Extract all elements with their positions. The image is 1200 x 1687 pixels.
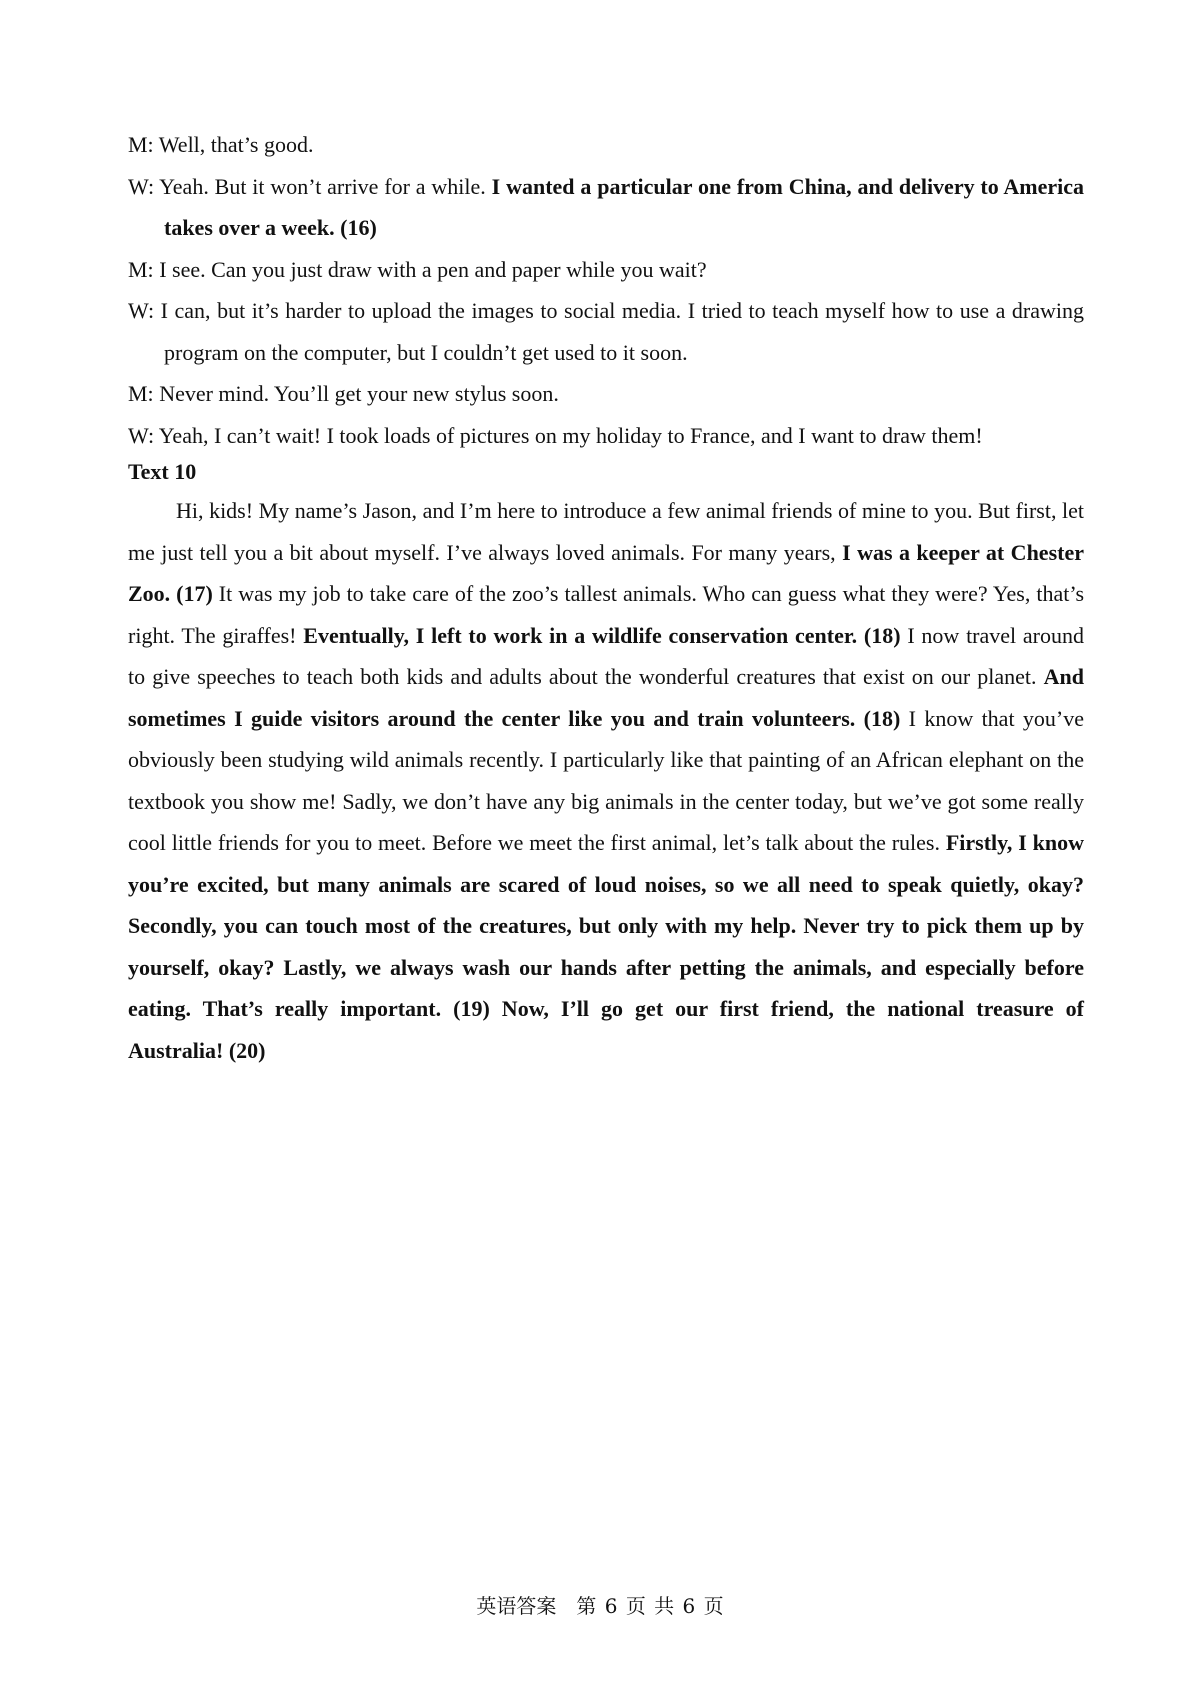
text10-answer-bold: Firstly, I know you’re excited, but many animals are scared of loud noises, so we all need to speak quietly, okay? Secondly, you can touch most of the creatures, but only with my help. Never try to pick them up by yourself, okay? Lastly, we always wash our hands after petting the animals, and especially before eating. That’s really important. (19) Now, I’ll go get our first friend, the national treasure of Australia! (20)	[128, 830, 1084, 1063]
dialogue-line	[128, 290, 1084, 373]
speaker-label: W:	[128, 173, 155, 199]
text10-segment: I now travel around to give speeches to teach both kids and adults about the wonderful creatures that exist on our planet.	[128, 622, 1085, 689]
speaker-label: W:	[128, 298, 155, 323]
text10-segment: I know that you’ve obviously been studying wild animals recently. I particularly like that painting of an African elephant on the textbook you show me! Sadly, we don’t have any big animals in the center today, but we’ve got some really cool little friends for you to meet. Before we meet the first animal, let’s talk about the rules.	[128, 705, 1085, 855]
dialogue-line	[128, 249, 1084, 291]
text10-segment: It was my job to take care of the zoo’s tallest animals. Who can guess what they were? Yes, that’s right. The giraffes!	[128, 581, 1085, 648]
text10-answer-bold: I was a keeper at Chester Zoo. (17)	[128, 539, 1084, 606]
speaker-label: W:	[128, 422, 155, 448]
dialogue-text: Yeah. But it won’t arrive for a while.	[159, 173, 486, 199]
dialogue-line	[128, 166, 1084, 249]
text10-paragraph	[128, 490, 1084, 1071]
dialogue-transcript	[128, 124, 1084, 456]
section-heading-text10: Text 10	[128, 459, 197, 484]
dialogue-text: I can, but it’s harder to upload the images to social media. I tried to teach myself how to use a drawing program on the computer, but I couldn’t get used to it soon.	[160, 298, 1084, 365]
dialogue-text: Yeah, I can’t wait! I took loads of pictures on my holiday to France, and I want to draw them!	[158, 422, 983, 448]
dialogue-line	[128, 124, 1084, 166]
speaker-label: M:	[128, 256, 154, 282]
dialogue-text: Well, that’s good.	[158, 132, 314, 157]
dialogue-answer-bold: I wanted a particular one from China, and delivery to America takes over a week. (16)	[164, 173, 1085, 240]
page-footer: 英语答案 第 6 页 共 6 页	[476, 1594, 724, 1618]
dialogue-line	[128, 373, 1084, 415]
dialogue-line	[128, 415, 1084, 457]
dialogue-text: I see. Can you just draw with a pen and paper while you wait?	[159, 256, 707, 282]
dialogue-text: Never mind. You’ll get your new stylus soon.	[159, 381, 559, 406]
document-page	[128, 124, 1084, 1071]
speaker-label: M:	[128, 132, 154, 157]
text10-answer-bold: Eventually, I left to work in a wildlife conservation center. (18)	[303, 622, 901, 648]
speaker-label: M:	[128, 381, 154, 406]
text10-answer-bold: And sometimes I guide visitors around the center like you and train volunteers. (18)	[128, 664, 1084, 731]
text10-segment: Hi, kids! My name’s Jason, and I’m here to introduce a few animal friends of mine to you. But first, let me just tell you a bit about myself. I’ve always loved animals. For many years,	[128, 498, 1084, 565]
